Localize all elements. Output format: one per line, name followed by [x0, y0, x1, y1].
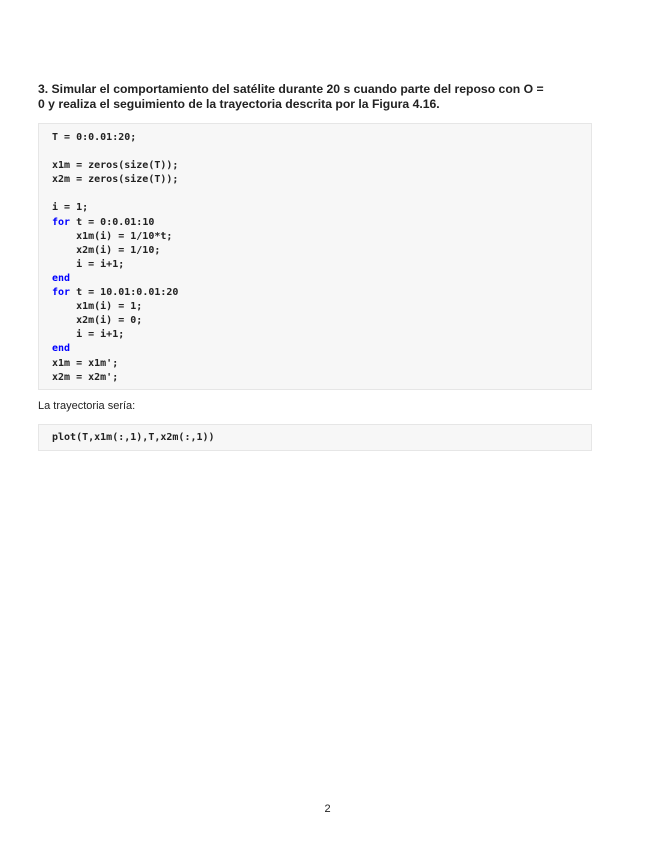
code-line: i = i+1;	[52, 329, 125, 341]
code-line: x1m(i) = 1/10*t;	[52, 230, 173, 242]
code-line: x2m = zeros(size(T));	[52, 174, 179, 186]
section-heading	[38, 82, 598, 112]
code-block-simulation	[38, 123, 592, 390]
code-line	[52, 145, 578, 159]
keyword-for: for	[52, 287, 71, 299]
code-line: x2m = x2m';	[52, 371, 119, 383]
code-line: x1m = zeros(size(T));	[52, 160, 179, 172]
code-line: T = 0:0.01:20;	[52, 132, 137, 143]
code-line: x2m(i) = 1/10;	[52, 244, 161, 256]
loop-range: t = 10.01:0.01:20	[76, 287, 179, 299]
code-line: i = i+1;	[52, 258, 125, 270]
trajectory-caption: La trayectoria sería:	[38, 400, 136, 412]
page-number: 2	[324, 803, 331, 815]
code-line-plot: plot(T,x1m(:,1),T,x2m(:,1))	[52, 432, 215, 443]
code-line	[52, 187, 578, 201]
keyword-end: end	[52, 343, 71, 355]
code-block-plot	[38, 424, 592, 451]
code-line: x2m(i) = 0;	[52, 315, 143, 327]
keyword-for: for	[52, 216, 71, 228]
code-line-for-loop	[52, 286, 578, 300]
heading-line-2: 0 y realiza el seguimiento de la trayectoria descrita por la Figura 4.16.	[38, 97, 440, 111]
code-line: i = 1;	[52, 202, 89, 214]
keyword-end: end	[52, 272, 71, 284]
code-line: x1m = x1m';	[52, 357, 119, 369]
code-line-for-loop	[52, 216, 578, 230]
heading-line-1: 3. Simular el comportamiento del satélite durante 20 s cuando parte del reposo con O =	[38, 82, 544, 96]
code-line: x1m(i) = 1;	[52, 301, 143, 313]
loop-range: t = 0:0.01:10	[76, 216, 155, 228]
